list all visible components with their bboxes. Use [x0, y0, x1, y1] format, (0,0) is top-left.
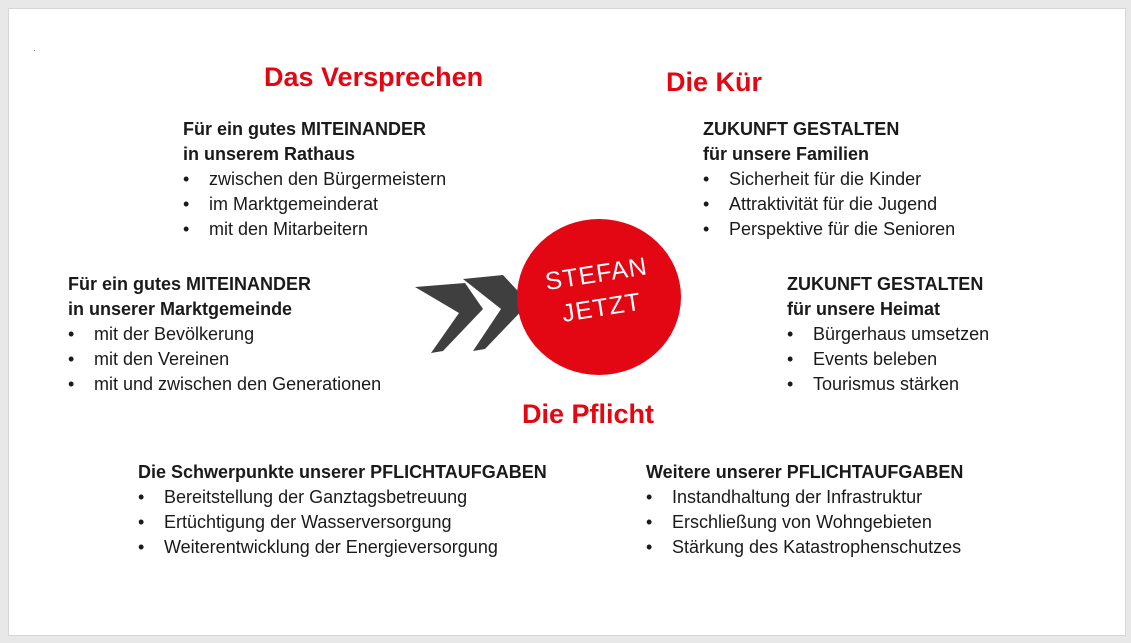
heading-versprechen: Das Versprechen — [264, 62, 484, 92]
block-weitere — [646, 460, 963, 560]
badge-text — [513, 245, 686, 338]
stefan-jetzt-badge — [517, 219, 681, 375]
block-subtitle: in unserer Marktgemeinde — [68, 299, 293, 319]
block-title: Die Schwerpunkte unserer PFLICHTAUFGABEN — [138, 462, 547, 482]
list-item: • Stärkung des Katastrophenschutzes — [646, 535, 963, 560]
list-item: • Perspektive für die Senioren — [703, 217, 955, 242]
slide — [8, 8, 1126, 636]
block-familien — [703, 117, 955, 242]
list-item: • Weiterentwicklung der Energieversorgung — [138, 535, 547, 560]
block-heimat — [787, 272, 989, 397]
list-item: • Ertüchtigung der Wasserversorgung — [138, 510, 547, 535]
list-item: • Instandhaltung der Infrastruktur — [646, 485, 963, 510]
list-item: • Bereitstellung der Ganztagsbetreuung — [138, 485, 547, 510]
list-item: • Bürgerhaus umsetzen — [787, 322, 989, 347]
list-item: • mit der Bevölkerung — [68, 322, 381, 347]
block-title: ZUKUNFT GESTALTEN — [787, 274, 984, 294]
block-title: Weitere unserer PFLICHTAUFGABEN — [646, 462, 964, 482]
block-subtitle: für unsere Familien — [703, 144, 870, 164]
list-item: • Erschließung von Wohngebieten — [646, 510, 963, 535]
bullet-list — [183, 167, 446, 242]
bullet-list — [138, 485, 547, 560]
bullet-list — [703, 167, 955, 242]
list-item: • zwischen den Bürgermeistern — [183, 167, 446, 192]
block-subtitle: in unserem Rathaus — [183, 144, 356, 164]
list-item: • Events beleben — [787, 347, 989, 372]
list-item: • mit den Vereinen — [68, 347, 381, 372]
block-title: ZUKUNFT GESTALTEN — [703, 119, 900, 139]
bullet-list — [787, 322, 989, 397]
heading-pflicht: Die Pflicht — [522, 399, 655, 429]
list-item: • mit den Mitarbeitern — [183, 217, 446, 242]
block-title: Für ein gutes MITEINANDER — [68, 274, 312, 294]
heading-kuer: Die Kür — [666, 67, 763, 97]
block-schwerpunkte — [138, 460, 547, 560]
bullet-list — [68, 322, 381, 397]
tiny-dot — [34, 50, 35, 51]
block-subtitle: für unsere Heimat — [787, 299, 941, 319]
block-title: Für ein gutes MITEINANDER — [183, 119, 427, 139]
list-item: • Tourismus stärken — [787, 372, 989, 397]
block-marktgemeinde — [68, 272, 381, 397]
bullet-list — [646, 485, 963, 560]
chevron-left-shape — [415, 283, 483, 353]
list-item: • im Marktgemeinderat — [183, 192, 446, 217]
list-item: • Attraktivität für die Jugend — [703, 192, 955, 217]
block-rathaus — [183, 117, 446, 242]
badge-line2: JETZT — [559, 287, 644, 328]
badge-line1: STEFAN — [543, 252, 650, 297]
list-item: • Sicherheit für die Kinder — [703, 167, 955, 192]
list-item: • mit und zwischen den Generationen — [68, 372, 381, 397]
